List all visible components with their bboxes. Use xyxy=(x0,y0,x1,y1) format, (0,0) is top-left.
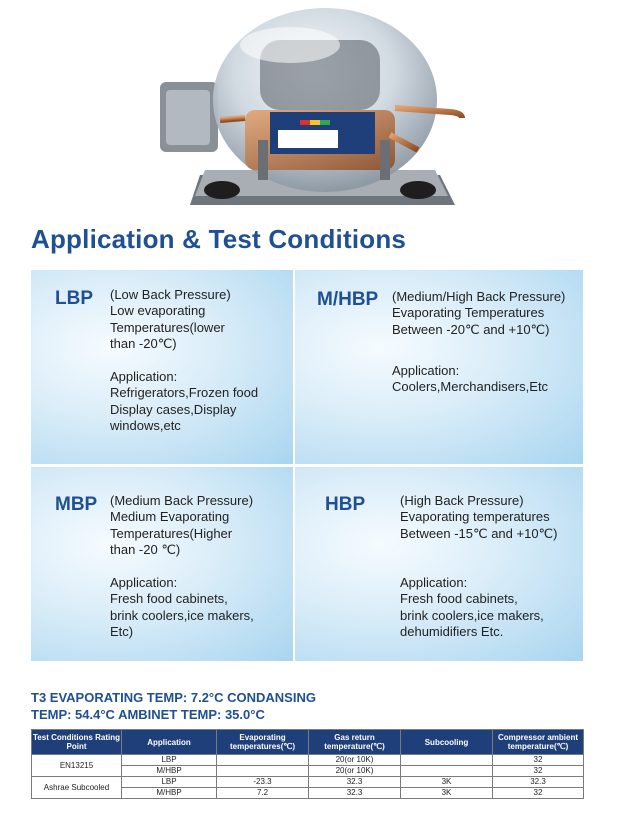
application-line: Display cases,Display xyxy=(110,401,237,417)
card-line: Evaporating Temperatures xyxy=(392,305,545,321)
table-row xyxy=(32,777,584,788)
table-cell xyxy=(401,755,493,766)
card-code: HBP xyxy=(325,494,366,515)
table-cell: LBP xyxy=(122,777,217,788)
table-cell: M/HBP xyxy=(122,766,217,777)
table-cell: 32.3 xyxy=(493,777,584,788)
card-line: Between -20℃ and +10℃) xyxy=(392,321,550,337)
table-cell: 3K xyxy=(401,777,493,788)
table-header: Compressor ambient temperature(℃) xyxy=(493,730,584,755)
card-text xyxy=(400,493,558,641)
application-line: Refrigerators,Frozen food xyxy=(110,385,259,401)
card-line: Low evaporating xyxy=(110,303,206,319)
table-cell xyxy=(217,755,309,766)
table-cell: 32 xyxy=(493,788,584,799)
application-line: brink coolers,ice makers, xyxy=(110,607,254,623)
card-line: Temperatures(Higher xyxy=(110,525,233,541)
page-title: Application & Test Conditions xyxy=(31,224,407,254)
card-code: MBP xyxy=(55,494,98,515)
conditions-line-1: T3 EVAPORATING TEMP: 7.2°C CONDANSING xyxy=(31,690,316,705)
card-line: (Low Back Pressure) xyxy=(110,287,231,302)
table-header-row xyxy=(32,730,584,755)
table-row xyxy=(32,755,584,766)
card-code: LBP xyxy=(55,288,93,309)
card-line: than -20℃) xyxy=(110,336,177,352)
application-grid xyxy=(31,270,583,662)
application-line: Fresh food cabinets, xyxy=(400,591,518,607)
application-line: dehumidifiers Etc. xyxy=(400,624,504,640)
table-cell xyxy=(217,766,309,777)
table-cell: 32 xyxy=(493,755,584,766)
table-cell: 32 xyxy=(493,766,584,777)
card-line: Temperatures(lower xyxy=(110,319,225,335)
card-text xyxy=(110,493,254,641)
table-header: Gas return temperature(℃) xyxy=(309,730,401,755)
application-line: windows,etc xyxy=(110,418,181,434)
table-header: Application xyxy=(122,730,217,755)
application-label: Application: xyxy=(110,574,178,590)
table-cell: 20(or 10K) xyxy=(309,766,401,777)
card-hbp xyxy=(295,467,583,661)
table-cell: 20(or 10K) xyxy=(309,755,401,766)
application-label: Application: xyxy=(400,574,468,590)
application-line: Fresh food cabinets, xyxy=(110,591,228,607)
conditions-line-2: TEMP: 54.4°C AMBINET TEMP: 35.0°C xyxy=(31,707,265,722)
table-cell: -23.3 xyxy=(217,777,309,788)
table-cell: M/HBP xyxy=(122,788,217,799)
compressor-image xyxy=(150,0,480,220)
application-line: Etc) xyxy=(110,624,134,640)
card-mbp xyxy=(31,467,293,661)
table-cell: 32.3 xyxy=(309,788,401,799)
table-cell: 7.2 xyxy=(217,788,309,799)
table-cell: EN13215 xyxy=(32,755,122,777)
application-label: Application: xyxy=(110,368,178,384)
table-cell: 32.3 xyxy=(309,777,401,788)
card-mhbp xyxy=(295,270,583,464)
card-line: Between -15℃ and +10℃) xyxy=(400,525,558,541)
application-line: Coolers,Merchandisers,Etc xyxy=(392,378,549,394)
card-line: Medium Evaporating xyxy=(110,509,230,525)
table-header: Test Conditions Rating Point xyxy=(32,730,122,755)
table-header: Subcooling xyxy=(401,730,493,755)
card-lbp xyxy=(31,270,293,464)
table-cell: LBP xyxy=(122,755,217,766)
table-cell: 3K xyxy=(401,788,493,799)
table-header: Evaporating temperatures(℃) xyxy=(217,730,309,755)
table-cell xyxy=(401,766,493,777)
card-line: Evaporating temperatures xyxy=(400,509,550,525)
card-text xyxy=(392,289,565,395)
application-label: Application: xyxy=(392,362,460,378)
card-text xyxy=(110,287,258,435)
application-line: brink coolers,ice makers, xyxy=(400,607,544,623)
test-conditions-heading xyxy=(31,689,316,723)
card-line: than -20 ℃) xyxy=(110,542,181,558)
card-line: (Medium Back Pressure) xyxy=(110,493,254,508)
card-line: (High Back Pressure) xyxy=(400,493,524,508)
card-code: M/HBP xyxy=(317,289,379,310)
card-line: (Medium/High Back Pressure) xyxy=(392,289,566,304)
test-conditions-table xyxy=(31,729,584,799)
table-cell: Ashrae Subcooled xyxy=(32,777,122,799)
